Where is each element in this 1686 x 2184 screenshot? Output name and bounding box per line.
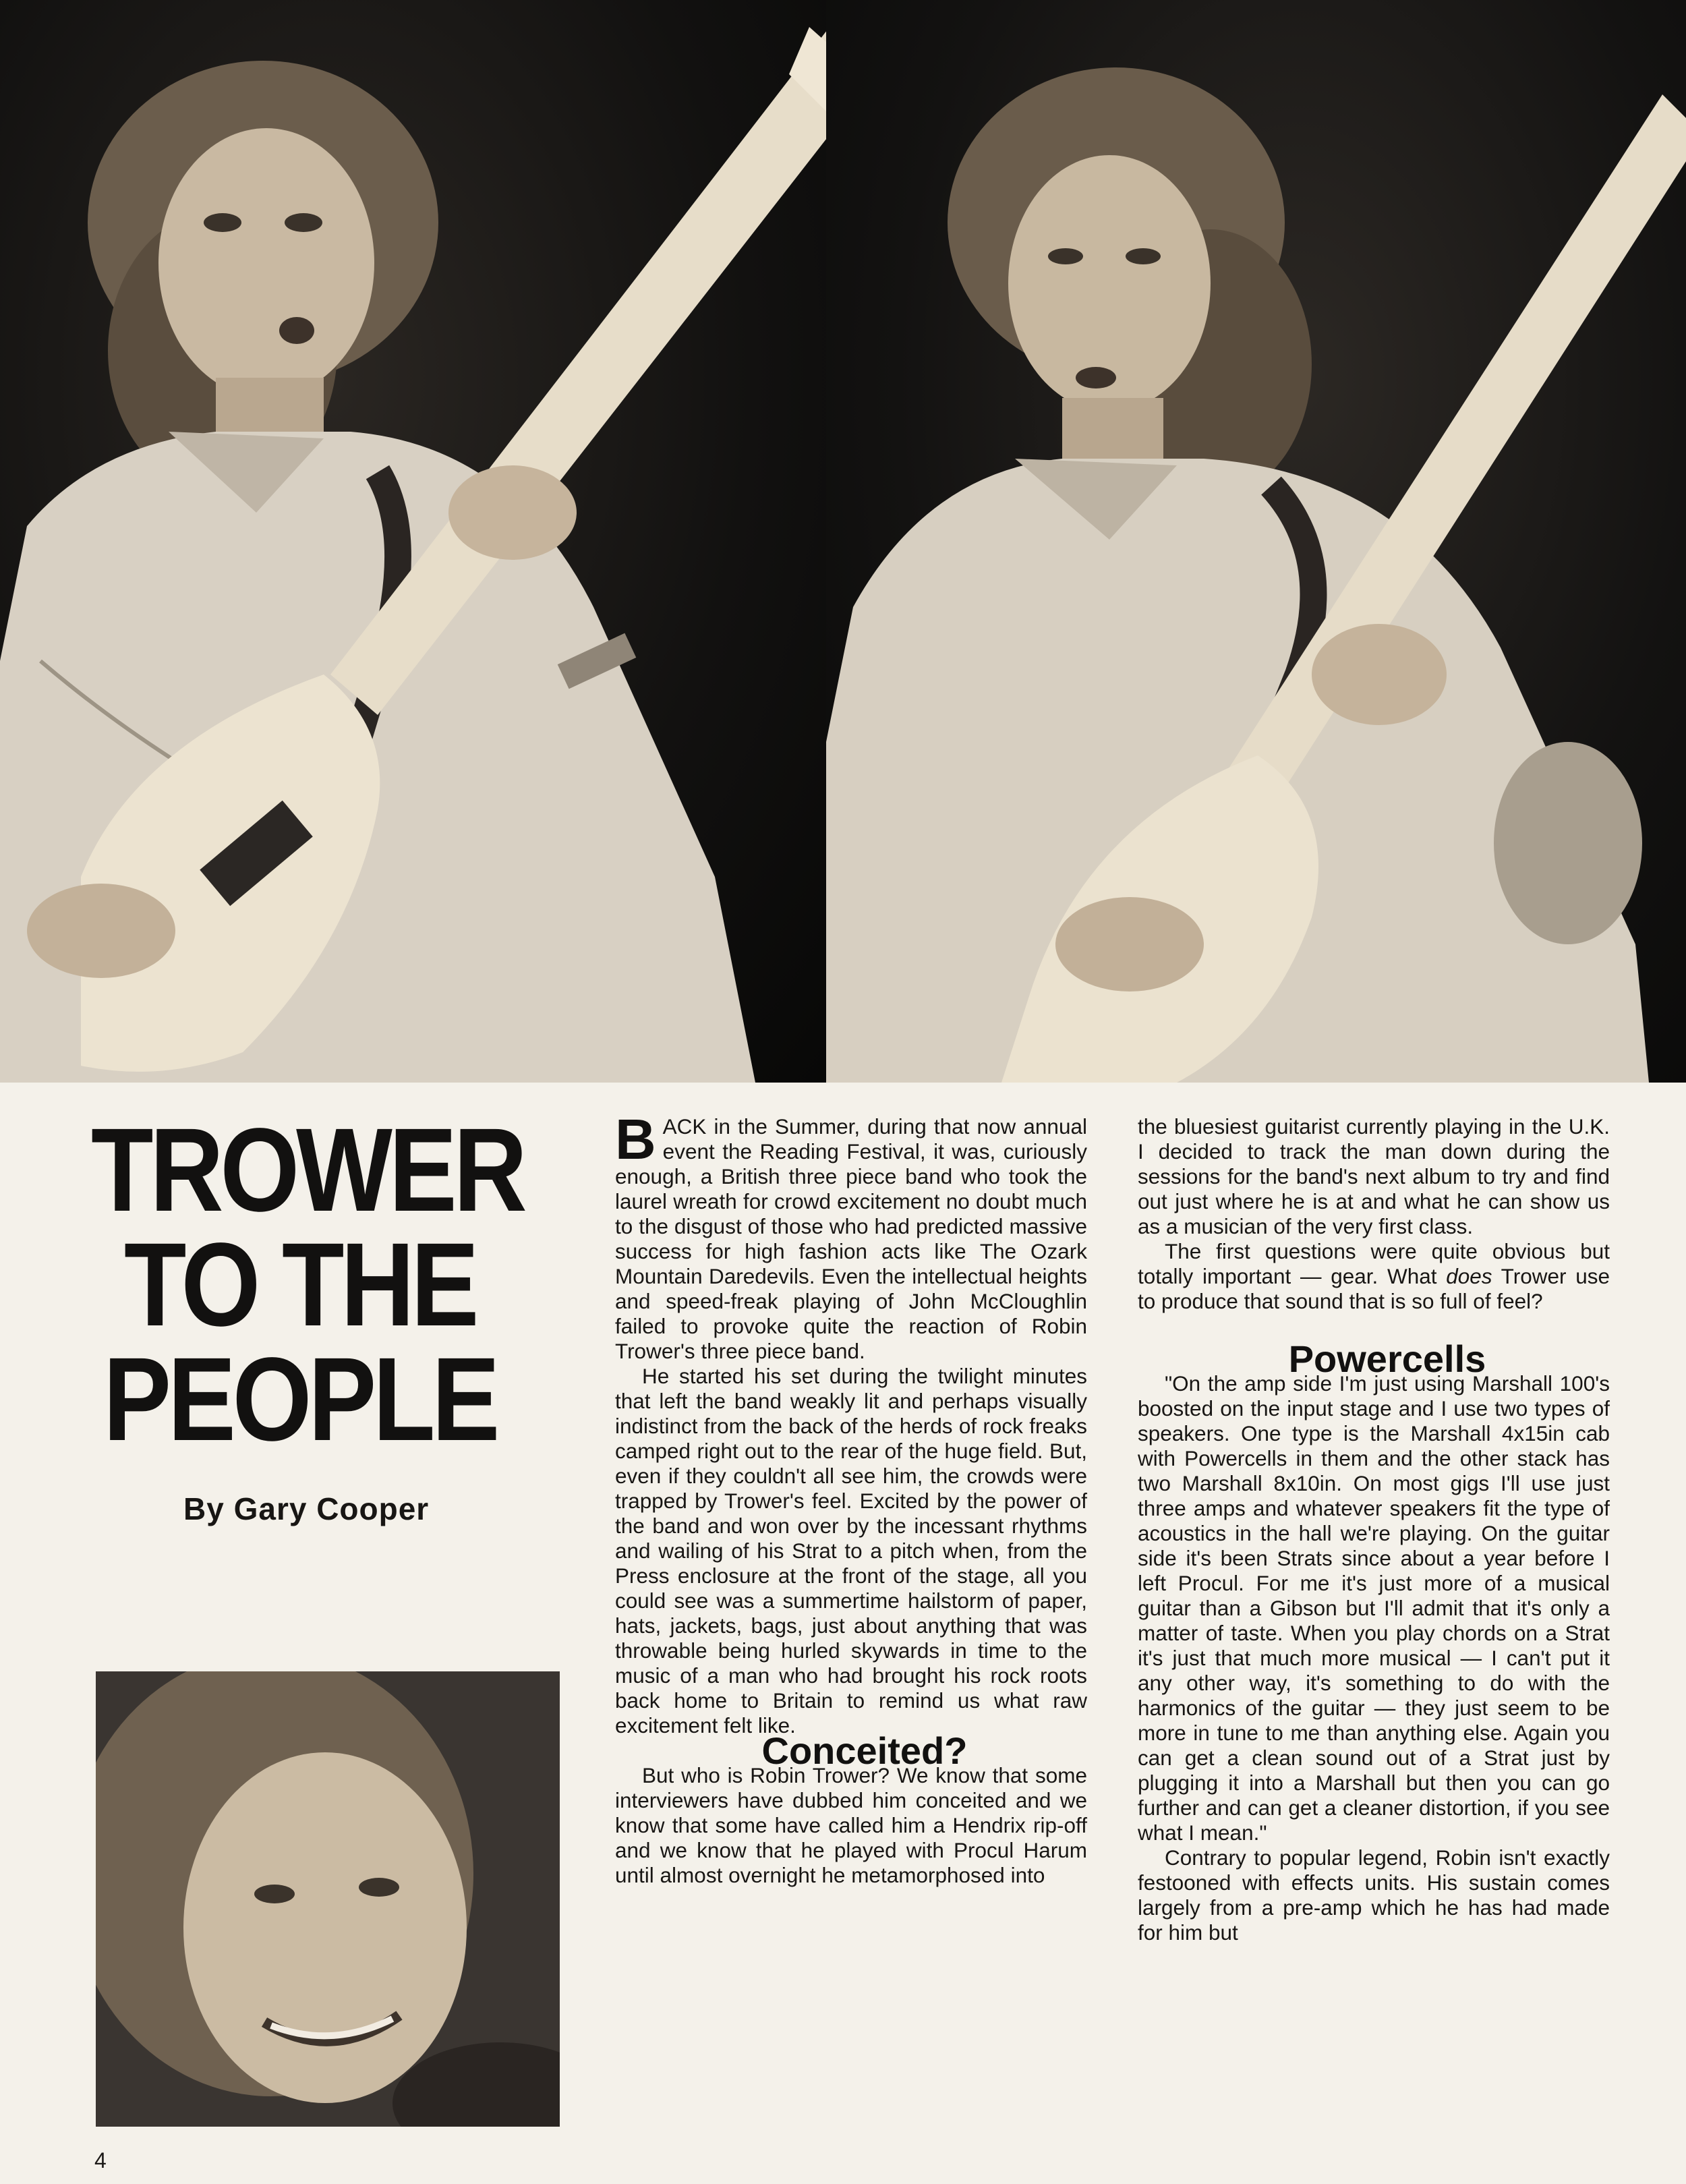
headline-line-2: TO THE — [123, 1219, 476, 1351]
article-headline — [91, 1104, 524, 1466]
headline-line-3: PEOPLE — [103, 1333, 497, 1466]
paragraph-5: The first questions were quite obvious but totally important — gear. What does Trower use to produce that sound that is so full of feel? — [1138, 1239, 1610, 1313]
drop-cap: B — [615, 1108, 656, 1171]
portrait-photo — [96, 1671, 560, 2127]
paragraph-2: He started his set during the twilight minutes that left the band weakly lit and perhaps visually indistinct from the back of the herds of rock freaks camped right out to the rear of the huge field. But, even if they couldn't all see him, the crowds were trapped by Trower's feel. Excited by the power of the band and won over by the incessant rhythms and wailing of his Strat to a pitch when, from the Press enclosure at the front of the stage, all you could see was a summertime hailstorm of paper, hats, jackets, bags, just about anything that was throwable being hurled skywards in time to the music of a man who had brought his rock roots back home to Britain to remind us what raw excitement felt like. — [615, 1364, 1087, 1737]
paragraph-7: Contrary to popular legend, Robin isn't exactly festooned with effects units. His sustain comes largely from a pre-amp which he has had made for him but — [1138, 1845, 1610, 1945]
photo-spread — [0, 0, 1686, 1083]
byline: By Gary Cooper — [183, 1491, 430, 1526]
portrait-illustration — [96, 1671, 560, 2127]
subhead-conceited: Conceited? — [761, 1729, 968, 1772]
article-column-1 — [615, 1108, 1087, 1888]
guitarist-photo-left — [0, 0, 826, 1083]
guitarist-illustration-right — [826, 0, 1686, 1083]
guitarist-photo-right — [826, 0, 1686, 1083]
article-column-2 — [1138, 1114, 1610, 1945]
guitarist-illustration-left — [0, 0, 826, 1083]
page-number: 4 — [94, 2148, 107, 2173]
paragraph-4: the bluesiest guitarist currently playing in the U.K. I decided to track the man down during the sessions for the band's next album to try and find out just where he is at and what he can show us as a musician of the very first class. — [1138, 1114, 1610, 1238]
paragraph-6: "On the amp side I'm just using Marshall 100's boosted on the input stage and I use two types of speakers. One type is the Marshall 4x15in cab with Powercells in them and the other stack has two Marshall 8x10in. On most gigs I'll use just three amps and whatever speakers fit the type of acoustics in the hall we're playing. On the guitar side it's been Strats since about a year before I left Procul. For me it's just more of a musical guitar than a Gibson but I'll admit that it's only a matter of taste. When you play chords on a Strat it's just that much more musical — I can't put it any other way, it's something to do with the harmonics of the guitar — they just seem to be more in tune to me than anything else. Again you can get a clean sound out of a Strat just by plugging it into a Marshall but then you can go further and can get a cleaner distortion, if you see what I mean." — [1138, 1371, 1610, 1845]
paragraph-3: But who is Robin Trower? We know that some interviewers have dubbed him conceited and we know that some have called him a Hendrix rip-off and we know that he played with Procul Harum until almost overnight he metamorphosed into — [615, 1763, 1087, 1887]
headline-line-1: TROWER — [91, 1104, 524, 1236]
paragraph-1: BACK in the Summer, during that now annual event the Reading Festival, it was, curiously enough, a British three piece band who took the laurel wreath for crowd excitement no doubt much to the disgust of those who had predicted massive success for high fashion acts like The Ozark Mountain Daredevils. Even the intellectual heights and speed-freak playing of John McCloughlin failed to provoke quite the reaction of Robin Trower's three piece band. — [615, 1108, 1087, 1363]
subhead-powercells: Powercells — [1288, 1338, 1486, 1380]
